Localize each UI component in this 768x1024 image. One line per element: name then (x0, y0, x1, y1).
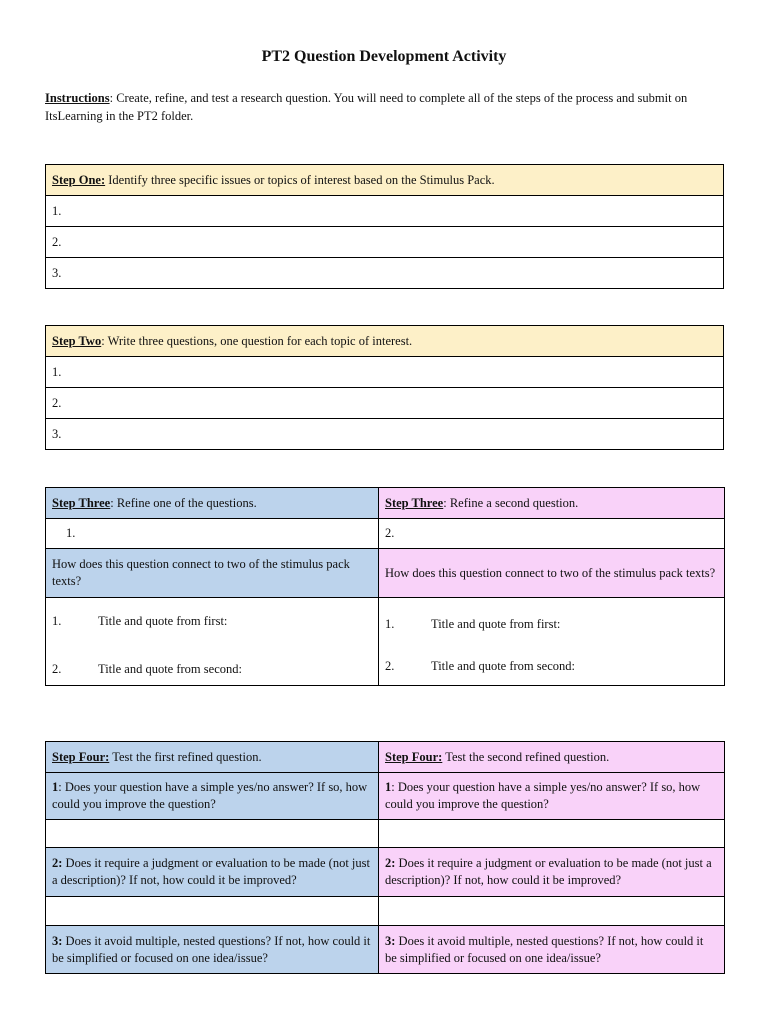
page-title: PT2 Question Development Activity (261, 48, 507, 65)
step-two-header (46, 326, 724, 357)
left-q2-number: 2: (52, 856, 63, 870)
instructions-text: : Create, refine, and test a research question. You will need to complete all of the steps of the process and submit on ItsLearning in the PT2 folder. (45, 91, 688, 123)
step-four-left-label: Step Four: (52, 749, 110, 764)
right-quote-second-number: 2. (385, 658, 395, 673)
step-three-left-question-field[interactable]: 1. (46, 519, 379, 549)
right-quote-first-number: 1. (385, 616, 395, 631)
left-quote-second-number: 2. (52, 661, 62, 676)
step-two-answer-2[interactable]: 2. (46, 388, 724, 419)
step-four-left-header (46, 742, 379, 773)
step-four-left-question-3 (46, 926, 379, 974)
step-two-label: Step Two (52, 333, 102, 348)
step-three-left-header (46, 488, 379, 519)
step-four-left-answer-1[interactable] (46, 820, 379, 848)
left-quote-second-label: Title and quote from second: (98, 661, 242, 676)
left-quote-first-number: 1. (52, 613, 62, 628)
step-four-left-text: Test the first refined question. (109, 749, 262, 764)
step-three-right-label: Step Three (385, 495, 444, 510)
left-q1-number: 1 (52, 780, 59, 794)
step-one-answer-1[interactable]: 1. (46, 196, 724, 227)
step-four-right-answer-2[interactable] (379, 897, 725, 926)
step-three-right-question-field[interactable]: 2. (379, 519, 725, 549)
right-q2-text: Does it require a judgment or evaluation to be made (not just a description)? If not, how could it be improved? (385, 856, 712, 887)
step-two-instructions: : Write three questions, one question for each topic of interest. (101, 333, 413, 348)
right-q2-number: 2: (385, 856, 396, 870)
step-four-right-text: Test the second refined question. (442, 749, 610, 764)
instructions (45, 89, 725, 125)
right-q3-number: 3: (385, 933, 396, 948)
right-quote-first (385, 616, 718, 633)
step-three-right-text: : Refine a second question. (443, 495, 579, 510)
step-one-instructions: Identify three specific issues or topics of interest based on the Stimulus Pack. (105, 172, 495, 187)
step-one-table (45, 164, 724, 289)
step-three-right-header (379, 488, 725, 519)
step-one-header (46, 165, 724, 196)
instructions-label: Instructions (45, 91, 110, 105)
step-four-left-question-2 (46, 848, 379, 897)
right-q1-text: : Does your question have a simple yes/no answer? If so, how could you improve the question? (385, 780, 701, 811)
step-four-right-header (379, 742, 725, 773)
step-two-answer-3[interactable]: 3. (46, 419, 724, 450)
right-q1-number: 1 (385, 780, 392, 794)
step-three-right-quotes-field[interactable] (379, 598, 725, 686)
right-quote-first-label: Title and quote from first: (431, 616, 561, 631)
step-three-table (45, 487, 725, 686)
left-quote-first-label: Title and quote from first: (98, 613, 228, 628)
step-one-label: Step One: (52, 172, 106, 187)
step-four-right-question-3 (379, 926, 725, 974)
right-quote-second (385, 658, 718, 675)
step-four-left-question-1 (46, 773, 379, 820)
step-two-answer-1[interactable]: 1. (46, 357, 724, 388)
left-q2-text: Does it require a judgment or evaluation to be made (not just a description)? If not, how could it be improved? (52, 856, 370, 887)
step-four-table (45, 741, 725, 974)
right-quote-second-label: Title and quote from second: (431, 658, 575, 673)
left-quote-first (52, 613, 372, 630)
step-three-left-quotes-field[interactable] (46, 598, 379, 686)
step-one-answer-3[interactable]: 3. (46, 258, 724, 289)
step-three-left-text: : Refine one of the questions. (110, 495, 257, 510)
step-three-right-connect-prompt: How does this question connect to two of the stimulus pack texts? (379, 549, 725, 598)
step-three-left-label: Step Three (52, 495, 111, 510)
right-q3-text: Does it avoid multiple, nested questions? If not, how could it be simplified or focused on one idea/issue? (385, 933, 704, 965)
step-one-answer-2[interactable]: 2. (46, 227, 724, 258)
step-two-table (45, 325, 724, 450)
step-four-left-answer-2[interactable] (46, 897, 379, 926)
left-q1-text: : Does your question have a simple yes/no answer? If so, how could you improve the question? (52, 780, 368, 811)
left-q3-text: Does it avoid multiple, nested questions? If not, how could it be simplified or focused on one idea/issue? (52, 933, 371, 965)
step-four-right-question-2 (379, 848, 725, 897)
left-quote-second (52, 661, 372, 678)
step-three-left-connect-prompt: How does this question connect to two of the stimulus pack texts? (46, 549, 379, 598)
step-four-right-label: Step Four: (385, 749, 443, 764)
left-q3-number: 3: (52, 933, 63, 948)
step-four-right-question-1 (379, 773, 725, 820)
step-four-right-answer-1[interactable] (379, 820, 725, 848)
